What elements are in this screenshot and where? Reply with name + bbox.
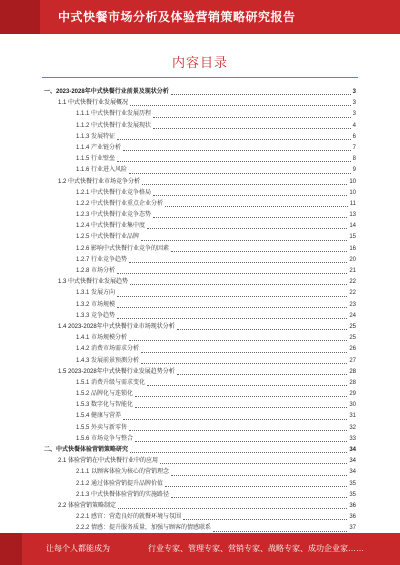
toc-leader-dots [160, 456, 347, 464]
toc-entry-label: 1.1.4 产业链分析 [76, 144, 122, 151]
toc-leader-dots [147, 221, 347, 229]
toc-entry[interactable] [44, 232, 356, 243]
toc-leader-dots [141, 356, 347, 364]
toc-entry[interactable] [44, 121, 356, 132]
toc-entry[interactable] [44, 400, 356, 411]
toc-leader-dots [213, 523, 347, 531]
toc-leader-dots [123, 411, 347, 419]
toc-entry-label: 2.1.1 以顾客体验为核心的营销理念 [76, 469, 170, 476]
toc-entry[interactable] [44, 333, 356, 344]
toc-entry[interactable] [44, 98, 356, 109]
toc-entry-page: 24 [349, 312, 356, 319]
toc-entry-page: 15 [349, 234, 356, 241]
toc-leader-dots [129, 423, 347, 431]
toc-entry-page: 34 [349, 447, 356, 453]
toc-leader-dots [177, 367, 348, 375]
toc-entry-label: 1.1 中式快餐行业发展概况 [58, 100, 129, 107]
toc-leader-dots [117, 300, 347, 308]
toc-entry[interactable] [44, 445, 356, 456]
toc-entry-label: 1.5.3 数字化与智能化 [76, 402, 134, 409]
toc-entry[interactable] [44, 210, 356, 221]
toc-entry-page: 28 [349, 368, 356, 375]
toc-leader-dots [130, 445, 347, 453]
toc-leader-dots [130, 98, 351, 106]
toc-entry-page: 23 [349, 301, 356, 308]
toc-entry-page: 6 [352, 133, 356, 140]
footer-slogan-left: 让每个人都能成为 [46, 544, 110, 553]
toc-entry[interactable] [44, 177, 356, 188]
toc-entry-page: 14 [349, 223, 356, 230]
toc-entry-page: 13 [349, 212, 356, 219]
toc-entry-page: 4 [352, 122, 356, 129]
toc-entry-label: 1.3.3 竞争趋势 [76, 312, 116, 319]
toc-entry-page: 30 [349, 402, 356, 409]
toc-entry[interactable] [44, 456, 356, 467]
page-header [0, 0, 400, 34]
toc-entry-label: 2.1.2 通过体验营销提升品牌价值 [76, 480, 164, 487]
toc-leader-dots [153, 121, 351, 129]
toc-entry[interactable] [44, 165, 356, 176]
toc-entry[interactable] [44, 467, 356, 478]
toc-entry[interactable] [44, 87, 356, 98]
toc-entry-label: 1.1.6 行业进入风险 [76, 167, 128, 174]
toc-entry-page: 27 [349, 357, 356, 364]
toc-entry[interactable] [44, 266, 356, 277]
toc-entry-label: 1.4 2023-2028年中式快餐行业市场现状分析 [58, 323, 175, 330]
toc-entry-page: 22 [349, 279, 356, 286]
toc-entry-label: 2.2.1 感官：营造良好的就餐环境与氛围 [76, 514, 182, 521]
toc-entry-label: 1.2.6 影响中式快餐行业竞争的因素 [76, 245, 170, 252]
toc-entry-page: 3 [352, 111, 356, 118]
toc-entry-page: 36 [349, 502, 356, 509]
toc-entry[interactable] [44, 322, 356, 333]
toc-leader-dots [153, 109, 351, 117]
toc-entry[interactable] [44, 109, 356, 120]
toc-leader-dots [153, 188, 347, 196]
toc-entry[interactable] [44, 221, 356, 232]
toc-entry-page: 29 [349, 391, 356, 398]
toc-entry[interactable] [44, 154, 356, 165]
toc-entry-label: 1.5.6 市场竞争与整合 [76, 435, 134, 442]
toc-entry[interactable] [44, 143, 356, 154]
toc-entry[interactable] [44, 255, 356, 266]
toc-entry-label: 1.3.1 发展方向 [76, 290, 116, 297]
toc-leader-dots [141, 232, 347, 240]
toc-entry-page: 11 [349, 200, 356, 207]
toc-leader-dots [165, 199, 348, 207]
toc-entry-page: 32 [349, 424, 356, 431]
toc-entry-label: 1.1.2 中式快餐行业发展现状 [76, 122, 152, 129]
toc-entry[interactable] [44, 411, 356, 422]
toc-entry-page: 25 [349, 335, 356, 342]
toc-leader-dots [153, 210, 347, 218]
toc-entry[interactable] [44, 434, 356, 445]
toc-entry-label: 1.1.5 行业壁垒 [76, 156, 116, 163]
toc-entry-page: 25 [349, 323, 356, 330]
toc-entry[interactable] [44, 300, 356, 311]
toc-entry-label: 二、中式快餐体验营销策略研究 [44, 447, 129, 453]
report-title: 中式快餐市场分析及体验营销策略研究报告 [58, 10, 296, 24]
toc-entry-label: 1.2.8 市场分析 [76, 268, 116, 274]
toc-entry[interactable] [44, 244, 356, 255]
toc-entry[interactable] [44, 356, 356, 367]
toc-entry-page: 10 [349, 178, 356, 185]
toc-entry[interactable] [44, 132, 356, 143]
toc-leader-dots [171, 87, 351, 95]
toc-entry[interactable] [44, 479, 356, 490]
toc-leader-dots [135, 400, 347, 408]
toc-leader-dots [165, 479, 347, 487]
toc-entry-page: 26 [349, 346, 356, 353]
toc-entry-page: 35 [349, 491, 356, 498]
toc-entry-label: 1.5.4 健康与营养 [76, 413, 122, 420]
toc-entry-label: 一、2023-2028年中式快餐行业前景及现状分析 [44, 89, 169, 95]
toc-leader-dots [117, 311, 347, 319]
toc-entry[interactable] [44, 501, 356, 512]
toc-title: 内容目录 [171, 55, 228, 70]
toc-entry-page: 8 [352, 156, 356, 163]
toc-divider [42, 77, 358, 78]
toc-entry[interactable] [44, 389, 356, 400]
toc-leader-dots [117, 154, 351, 162]
toc-entry[interactable] [44, 188, 356, 199]
toc-leader-dots [141, 344, 347, 352]
toc-entry-label: 1.2.5 中式快餐行业品牌 [76, 234, 140, 241]
toc-entry-label: 1.2.1 中式快餐行业竞争格局 [76, 189, 152, 196]
toc-leader-dots [171, 490, 347, 498]
toc-entry[interactable] [44, 512, 356, 523]
toc-entry-label: 2.2.2 情感：提升服务质量，加强与顾客的情感联系 [76, 525, 212, 532]
toc-entry[interactable] [44, 199, 356, 210]
toc-leader-dots [177, 322, 348, 330]
toc-entry[interactable] [44, 378, 356, 389]
toc-entry-label: 1.2.7 行业竞争趋势 [76, 256, 128, 263]
toc-entry-page: 22 [349, 290, 356, 297]
page-footer [0, 533, 400, 565]
toc-entry-page: 36 [349, 514, 356, 521]
toc-leader-dots [123, 143, 351, 151]
toc-entry-page: 34 [349, 458, 356, 465]
toc-entry-label: 1.1.3 发展特征 [76, 133, 116, 140]
toc-entry-label: 1.5.1 消费升级与需求变化 [76, 379, 146, 386]
toc-entry-label: 1.4.3 发展前景预测分析 [76, 357, 140, 364]
toc-entry-page: 34 [349, 469, 356, 476]
toc-entry-label: 1.5.2 品牌化与连锁化 [76, 391, 134, 398]
toc-leader-dots [135, 434, 347, 442]
toc-entry-page: 9 [352, 167, 356, 174]
toc-entry-label: 1.5 2023-2028年中式快餐行业发展趋势分析 [58, 368, 175, 375]
toc-entry[interactable] [44, 277, 356, 288]
toc-entry-label: 1.4.1 市场规模分析 [76, 335, 128, 342]
footer-decoration [0, 533, 22, 565]
toc-entry[interactable] [44, 344, 356, 355]
toc-entry-page: 35 [349, 480, 356, 487]
toc-entry-page: 31 [349, 413, 356, 420]
toc-entry[interactable] [44, 311, 356, 322]
toc-leader-dots [129, 333, 347, 341]
toc-entry-label: 1.3 中式快餐行业发展趋势 [58, 279, 129, 286]
toc-leader-dots [183, 512, 347, 520]
toc-leader-dots [135, 389, 347, 397]
toc-entry[interactable] [44, 490, 356, 501]
toc-entry-label: 1.1.1 中式快餐行业发展历程 [76, 111, 152, 118]
toc-entry[interactable] [44, 288, 356, 299]
toc-entry-label: 1.2.4 中式快餐行业集中度 [76, 223, 146, 230]
toc-leader-dots [142, 177, 347, 185]
toc-leader-dots [171, 244, 347, 252]
toc-entry-label: 1.2.3 中式快餐行业竞争态势 [76, 212, 152, 219]
toc-entry-label: 2.1 体验营销在中式快餐行业中的应用 [58, 458, 159, 465]
toc-leader-dots [129, 165, 351, 173]
toc-leader-dots [129, 255, 347, 263]
toc-entry-page: 10 [349, 189, 356, 196]
toc-entry-page: 16 [349, 245, 356, 252]
toc-entry-label: 2.1.3 中式快餐体验营销的实施路径 [76, 491, 170, 498]
toc-entry-label: 1.5.5 外卖与新零售 [76, 424, 128, 431]
toc-leader-dots [117, 132, 351, 140]
toc-leader-dots [130, 277, 347, 285]
toc-entry-label: 1.3.2 市场规模 [76, 301, 116, 308]
toc-leader-dots [118, 501, 347, 509]
toc-entry-label: 1.2 中式快餐行业市场竞争分析 [58, 178, 141, 185]
toc-entry-page: 20 [349, 256, 356, 263]
toc-leader-dots [147, 378, 347, 386]
toc-entry-label: 1.4.2 消费市场需求分析 [76, 346, 140, 353]
toc-entry-label: 1.2.2 中式快餐行业重点企业分析 [76, 200, 164, 207]
table-of-contents [44, 87, 356, 535]
toc-entry-page: 33 [349, 435, 356, 442]
toc-entry-label: 2.2 体验营销策略制定 [58, 502, 117, 509]
toc-entry-page: 21 [349, 268, 356, 274]
toc-leader-dots [117, 266, 347, 274]
toc-leader-dots [171, 467, 347, 475]
toc-leader-dots [117, 288, 347, 296]
toc-entry-page: 7 [352, 144, 356, 151]
toc-entry[interactable] [44, 423, 356, 434]
footer-slogan-right: 行业专家、管理专家、营销专家、战略专家、成功企业家…… [148, 544, 364, 553]
toc-entry[interactable] [44, 367, 356, 378]
header-decoration [0, 0, 40, 34]
toc-entry-page: 37 [349, 525, 356, 532]
toc-entry-page: 3 [352, 100, 356, 107]
toc-entry-page: 28 [349, 379, 356, 386]
toc-entry-page: 3 [352, 89, 356, 95]
